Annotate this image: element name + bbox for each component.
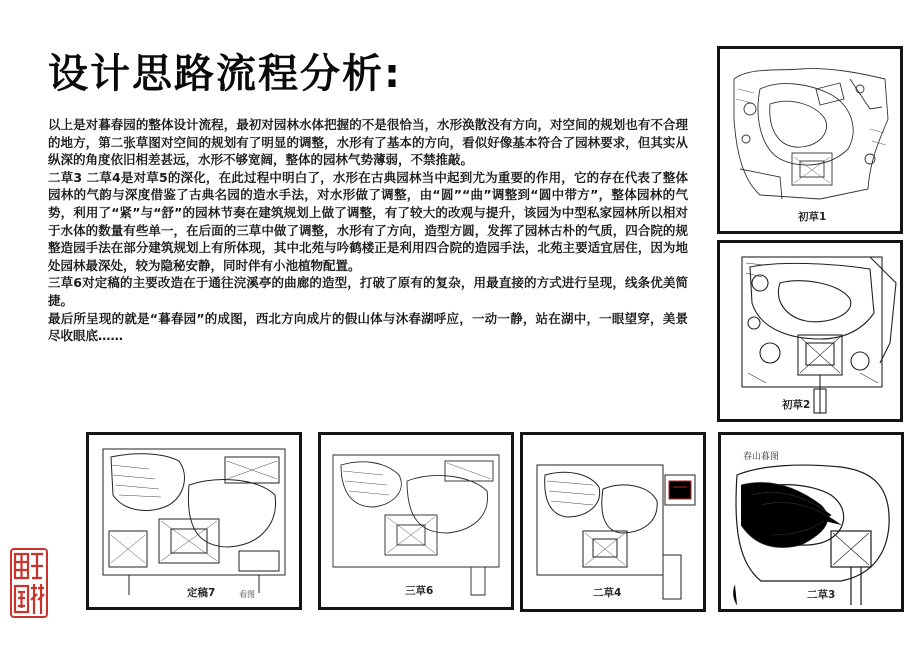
draft-6-plan-drawing <box>321 435 511 607</box>
draft-1-plan-drawing <box>720 49 900 231</box>
paragraph-4: 最后所呈现的就是“暮春园”的成图，西北方向成片的假山体与沐春湖呼应，一动一静，站在湖中，一眼望穿，美景尽收眼底…… <box>48 310 688 344</box>
paragraph-2: 二草3 二草4是对草5的深化，在此过程中明白了，水形在古典园林当中起到尤为重要的作用，它的存在代表了整体园林的气韵与深度借鉴了古典名园的造水手法，对水形做了调整，由“圆”“曲”调整到“圆中带方”，整体园林的气势，利用了“紧”与“舒”的园林节奏在建筑规划上做了调整，有了较大的改观与提升，该园为中型私家园林所以相对于水体的数量有些单一，在后面的三草中做了调整，水形有了方向，造型方圆，发挥了园林古朴的气质，四合院的规整造园手法在部分建筑规划上有所体现，其中北苑与吟鹤楼正是利用四合院的造园手法，北苑主要适宜居住，因为地处园林最深处，较为隐秘安静，同时伴有小池植物配置。 <box>48 169 688 273</box>
draft-3-note: 春山暮图 <box>743 452 780 462</box>
draft-2-plan-drawing <box>720 243 900 419</box>
final-7-plan-drawing <box>89 435 299 607</box>
sketch-final-7 <box>86 432 302 610</box>
sketch-draft-2 <box>717 240 903 422</box>
paragraph-1: 以上是对暮春园的整体设计流程，最初对园林水体把握的不是很恰当，水形涣散没有方向，对空间的规划也有不合理的地方，第二张草图对空间的规划有了明显的调整，水形有了基本的方向，看似好像基本符合了园林要求，但其实从纵深的角度依旧相差甚远，水形不够宽阔，整体的园林气势薄弱，不禁推敲。 <box>48 117 688 168</box>
sketch-draft-4 <box>520 432 706 612</box>
sketch-draft-6 <box>318 432 514 610</box>
paragraph-3: 三草6对定稿的主要改造在于通往浣溪亭的曲廊的造型，打破了原有的复杂，用最直接的方式进行呈现，线条优美简捷。 <box>48 275 688 308</box>
draft-6-caption: 三草6 <box>405 585 434 597</box>
description-text <box>48 116 688 345</box>
draft-4-plan-drawing <box>523 435 703 609</box>
draft-3-caption: 二草3 <box>807 589 836 601</box>
page-title: 设计思路流程分析: <box>48 51 402 97</box>
draft-2-caption: 初草2 <box>782 399 811 411</box>
sketch-draft-3 <box>718 432 904 612</box>
draft-4-caption: 二草4 <box>593 587 622 599</box>
sketch-draft-1 <box>717 46 903 234</box>
draft-1-caption: 初草1 <box>798 211 827 223</box>
seal-logo <box>10 548 48 618</box>
final-7-caption: 定稿7 <box>187 587 216 599</box>
final-7-note: 看图 <box>239 590 255 599</box>
